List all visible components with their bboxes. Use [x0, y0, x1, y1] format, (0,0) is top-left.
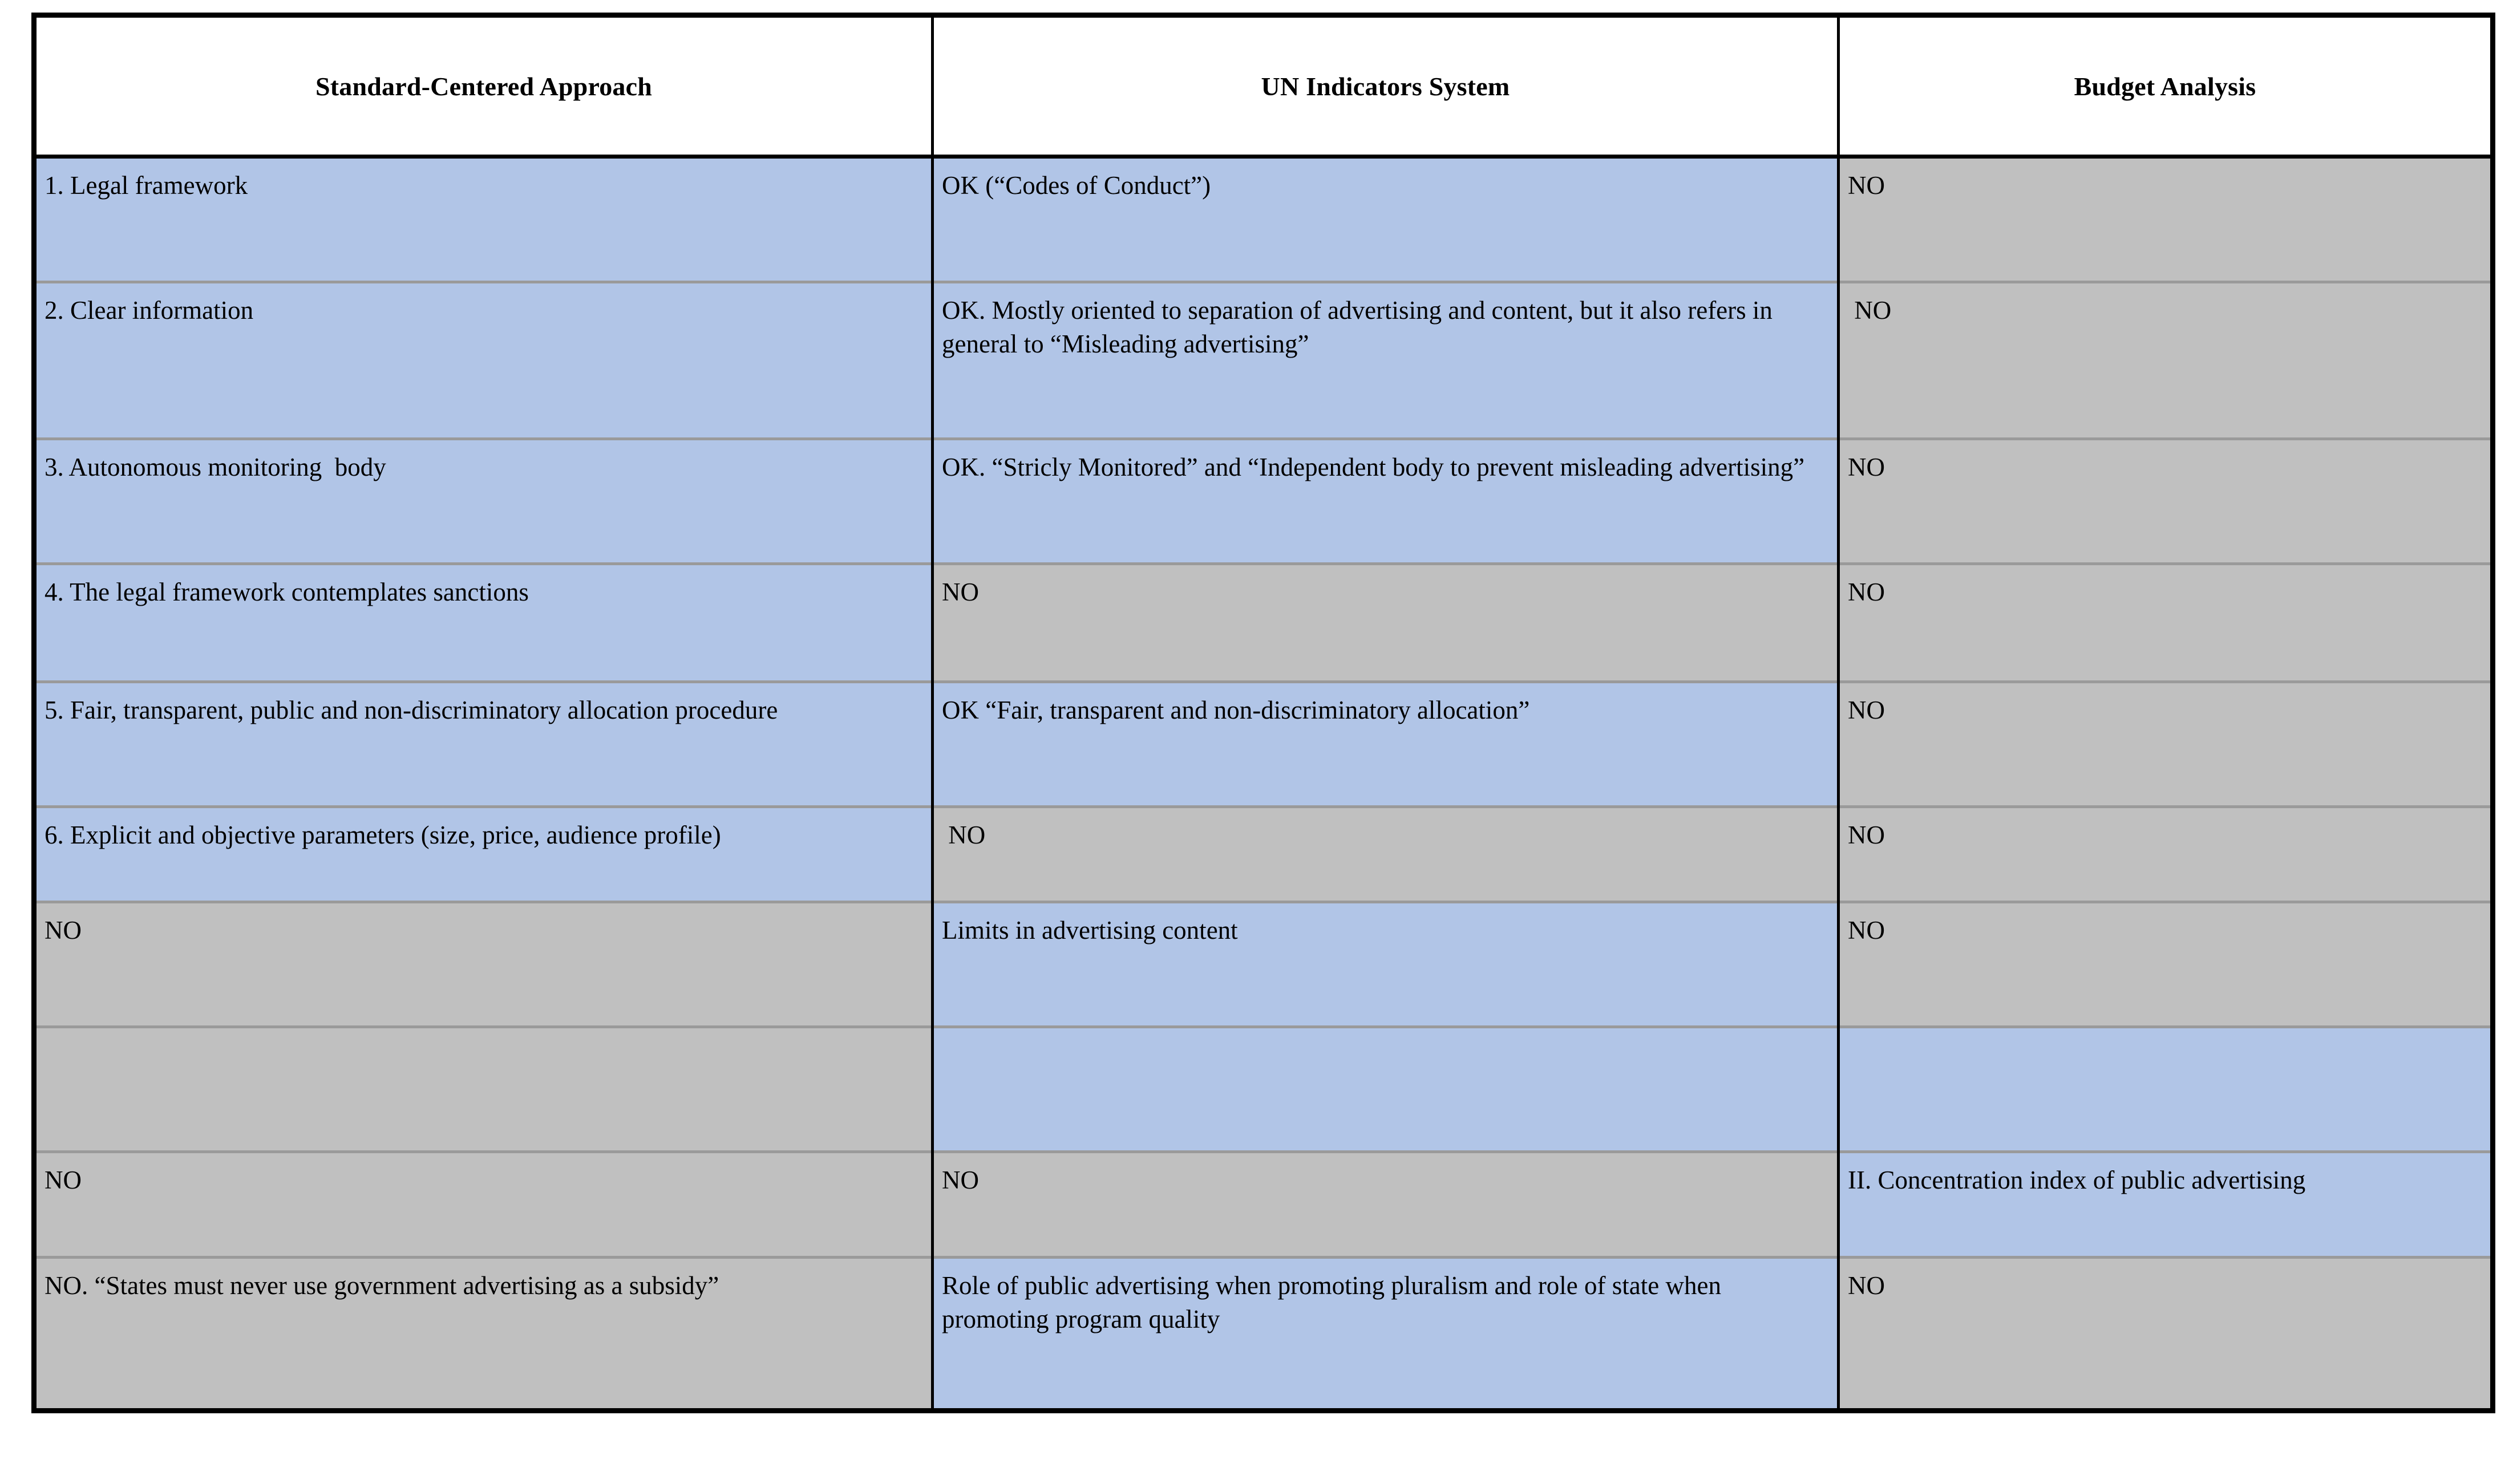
table-cell-standard: 5. Fair, transparent, public and non-discriminatory allocation procedure — [34, 682, 933, 807]
table-cell-standard: NO. “States must never use government advertising as a subsidy” — [34, 1258, 933, 1411]
table-header — [34, 15, 2493, 157]
table-cell-standard: 6. Explicit and objective parameters (size, price, audience profile) — [34, 807, 933, 902]
table-cell-budget: NO — [1839, 902, 2493, 1027]
table-cell-standard: NO — [34, 1152, 933, 1258]
table-cell-budget: NO — [1839, 157, 2493, 282]
comparison-table-container — [31, 13, 2490, 1413]
column-header-standard-centered-approach: Standard-Centered Approach — [34, 15, 933, 157]
table-cell-budget: NO — [1839, 439, 2493, 564]
table-cell-un: OK “Fair, transparent and non-discriminatory allocation” — [933, 682, 1839, 807]
table-cell-budget: NO — [1839, 1258, 2493, 1411]
table-row — [34, 1152, 2493, 1258]
table-body — [34, 157, 2493, 1411]
table-cell-budget — [1839, 1027, 2493, 1152]
table-row — [34, 564, 2493, 682]
table-row — [34, 157, 2493, 282]
table-row — [34, 682, 2493, 807]
table-cell-un: OK. Mostly oriented to separation of advertising and content, but it also refers in general to “Misleading advertising” — [933, 282, 1839, 439]
table-row — [34, 902, 2493, 1027]
table-cell-un: Role of public advertising when promoting pluralism and role of state when promoting program quality — [933, 1258, 1839, 1411]
table-cell-standard: NO — [34, 902, 933, 1027]
header-row — [34, 15, 2493, 157]
table-cell-un: NO — [933, 807, 1839, 902]
table-cell-standard: 4. The legal framework contemplates sanctions — [34, 564, 933, 682]
table-cell-standard: 2. Clear information — [34, 282, 933, 439]
table-cell-un: Limits in advertising content — [933, 902, 1839, 1027]
table-cell-budget: NO — [1839, 682, 2493, 807]
table-row — [34, 807, 2493, 902]
table-cell-un: NO — [933, 1152, 1839, 1258]
table-cell-standard: 1. Legal framework — [34, 157, 933, 282]
table-row — [34, 1027, 2493, 1152]
column-header-un-indicators-system: UN Indicators System — [933, 15, 1839, 157]
table-cell-un: NO — [933, 564, 1839, 682]
table-cell-budget: NO — [1839, 564, 2493, 682]
table-cell-budget: II. Concentration index of public advertising — [1839, 1152, 2493, 1258]
table-cell-standard: 3. Autonomous monitoring body — [34, 439, 933, 564]
table-row — [34, 282, 2493, 439]
table-cell-budget: NO — [1839, 282, 2493, 439]
table-cell-standard — [34, 1027, 933, 1152]
table-cell-un: OK (“Codes of Conduct”) — [933, 157, 1839, 282]
table-cell-un: OK. “Stricly Monitored” and “Independent body to prevent misleading advertising” — [933, 439, 1839, 564]
comparison-table — [31, 13, 2495, 1413]
table-row — [34, 1258, 2493, 1411]
table-cell-budget: NO — [1839, 807, 2493, 902]
column-header-budget-analysis: Budget Analysis — [1839, 15, 2493, 157]
table-cell-un — [933, 1027, 1839, 1152]
table-row — [34, 439, 2493, 564]
